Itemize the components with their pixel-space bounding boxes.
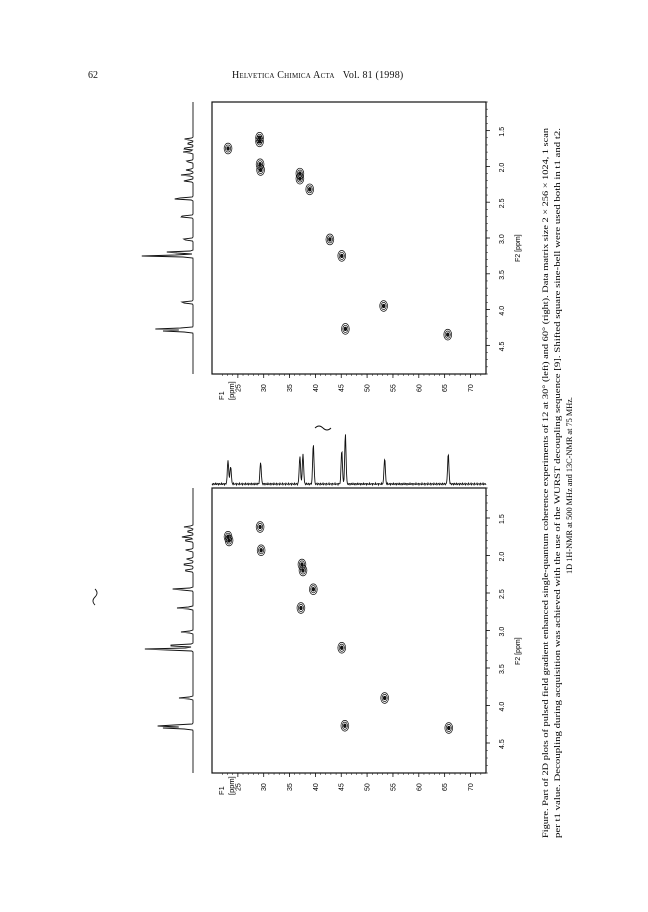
right-f2-axis [486,102,506,374]
right-f1-label-top: F1 [217,391,226,400]
left-f1-tick-label: 40 [312,783,320,791]
right-f1-tick-label: 35 [287,384,295,392]
right-f2-tick-label: 4.5 [499,341,506,352]
right-f1-tick-label: 45 [338,384,346,392]
right-f1-tick-label: 70 [467,384,475,392]
right-f1-tick-label: 50 [364,384,372,392]
left-cross-peak [256,522,264,533]
right-cross-peak [341,324,349,335]
caption-line-3: 1D 1H-NMR at 500 MHz and 13C-NMR at 75 MHz. [565,397,574,574]
left-f1-tick-label: 65 [442,783,450,791]
left-f2-tick-label: 3.0 [499,626,506,637]
left-f1-tick-label: 35 [287,783,295,791]
left-cross-peak [341,720,349,731]
right-f2-tick-label: 2.0 [499,162,506,173]
right-cross-peak [296,168,304,179]
left-f2-tick-label: 4.0 [499,701,506,712]
left-cross-peak [381,693,389,704]
tilde-mark-13c [315,426,331,430]
left-cross-peak [338,642,346,653]
left-f2-label: F2 [ppm] [515,637,522,665]
left-cross-peak [297,603,305,614]
left-f1-axis [222,773,480,791]
left-f1-tick-label: 70 [467,783,475,791]
right-cross-peaks [224,132,452,340]
left-cross-peak [225,535,233,546]
right-cross-peak [256,159,264,170]
left-cross-peak [309,584,317,595]
left-f1-label [217,776,236,795]
right-f1-axis [222,374,480,392]
left-cross-peak [298,559,306,570]
right-f1-tick-label: 60 [416,384,424,392]
left-f1-tick-label: 30 [261,783,269,791]
right-f1-label [217,381,236,400]
right-f1-tick-label: 30 [261,384,269,392]
right-cross-peak [224,143,232,154]
left-f1-tick-label: 60 [416,783,424,791]
left-f2-tick-label: 3.5 [499,664,506,674]
right-cross-peak [306,184,314,195]
journal-volume: Vol. 81 (1998) [342,70,404,81]
right-f1-tick-label: 55 [390,384,398,392]
right-f2-tick-label: 2.5 [499,198,506,209]
figure-caption [541,127,574,838]
13c-projection [212,434,486,485]
left-f1-label-top: F1 [217,786,226,795]
right-f1-tick-label: 25 [235,384,243,392]
right-f2-tick-label: 3.0 [499,234,506,244]
right-f2-label: F2 [ppm] [515,234,522,262]
left-cross-peak [257,545,265,556]
left-f1-tick-label: 45 [338,783,346,791]
left-cross-peak [445,723,453,734]
left-f2-tick-label: 2.0 [499,551,506,562]
right-f1-tick-label: 40 [312,384,320,392]
left-f2-tick-label: 4.5 [499,739,506,749]
left-f1-tick-label: 50 [364,783,372,791]
right-f2-tick-label: 4.0 [499,305,506,316]
right-f2-tick-label: 3.5 [499,270,506,280]
right-f2-tick-label: 1.5 [499,126,506,137]
caption-line-1: Figure. Part of 2D plots of pulsed field gradient enhanced single-quantum coherence experiments of 12 at 30° (left) and 60° (right). Data matrix size 2 × 256 × 1024, 1 scan [541,267,550,838]
right-cross-peak [338,250,346,261]
page-number: 62 [88,70,98,81]
right-hsqc-frame [212,102,486,374]
right-cross-peak [444,329,452,340]
left-1h-projection [145,488,193,773]
left-f1-tick-label: 25 [235,783,243,791]
right-f1-label-unit: [ppm] [227,381,236,400]
tilde-mark-1h [93,589,97,605]
right-f1-tick-label: 65 [442,384,450,392]
right-cross-peak [326,234,334,245]
right-1h-projection [142,102,193,374]
left-f1-label-unit: [ppm] [227,776,236,795]
left-f1-tick-label: 55 [390,783,398,791]
left-f2-tick-label: 1.5 [499,514,506,524]
left-cross-peaks [224,522,453,734]
left-f2-axis [486,488,506,773]
journal-name: Helvetica Chimica Acta [232,70,335,81]
caption-line-2: per t1 value. Decoupling during acquisition was achieved with the use of the WURST decoupling sequence [9]. Shifted square sine-bell were used both in t1 and t2. [553,293,562,838]
right-cross-peak [256,132,264,143]
left-f2-tick-label: 2.5 [499,589,506,599]
right-cross-peak [380,301,388,312]
